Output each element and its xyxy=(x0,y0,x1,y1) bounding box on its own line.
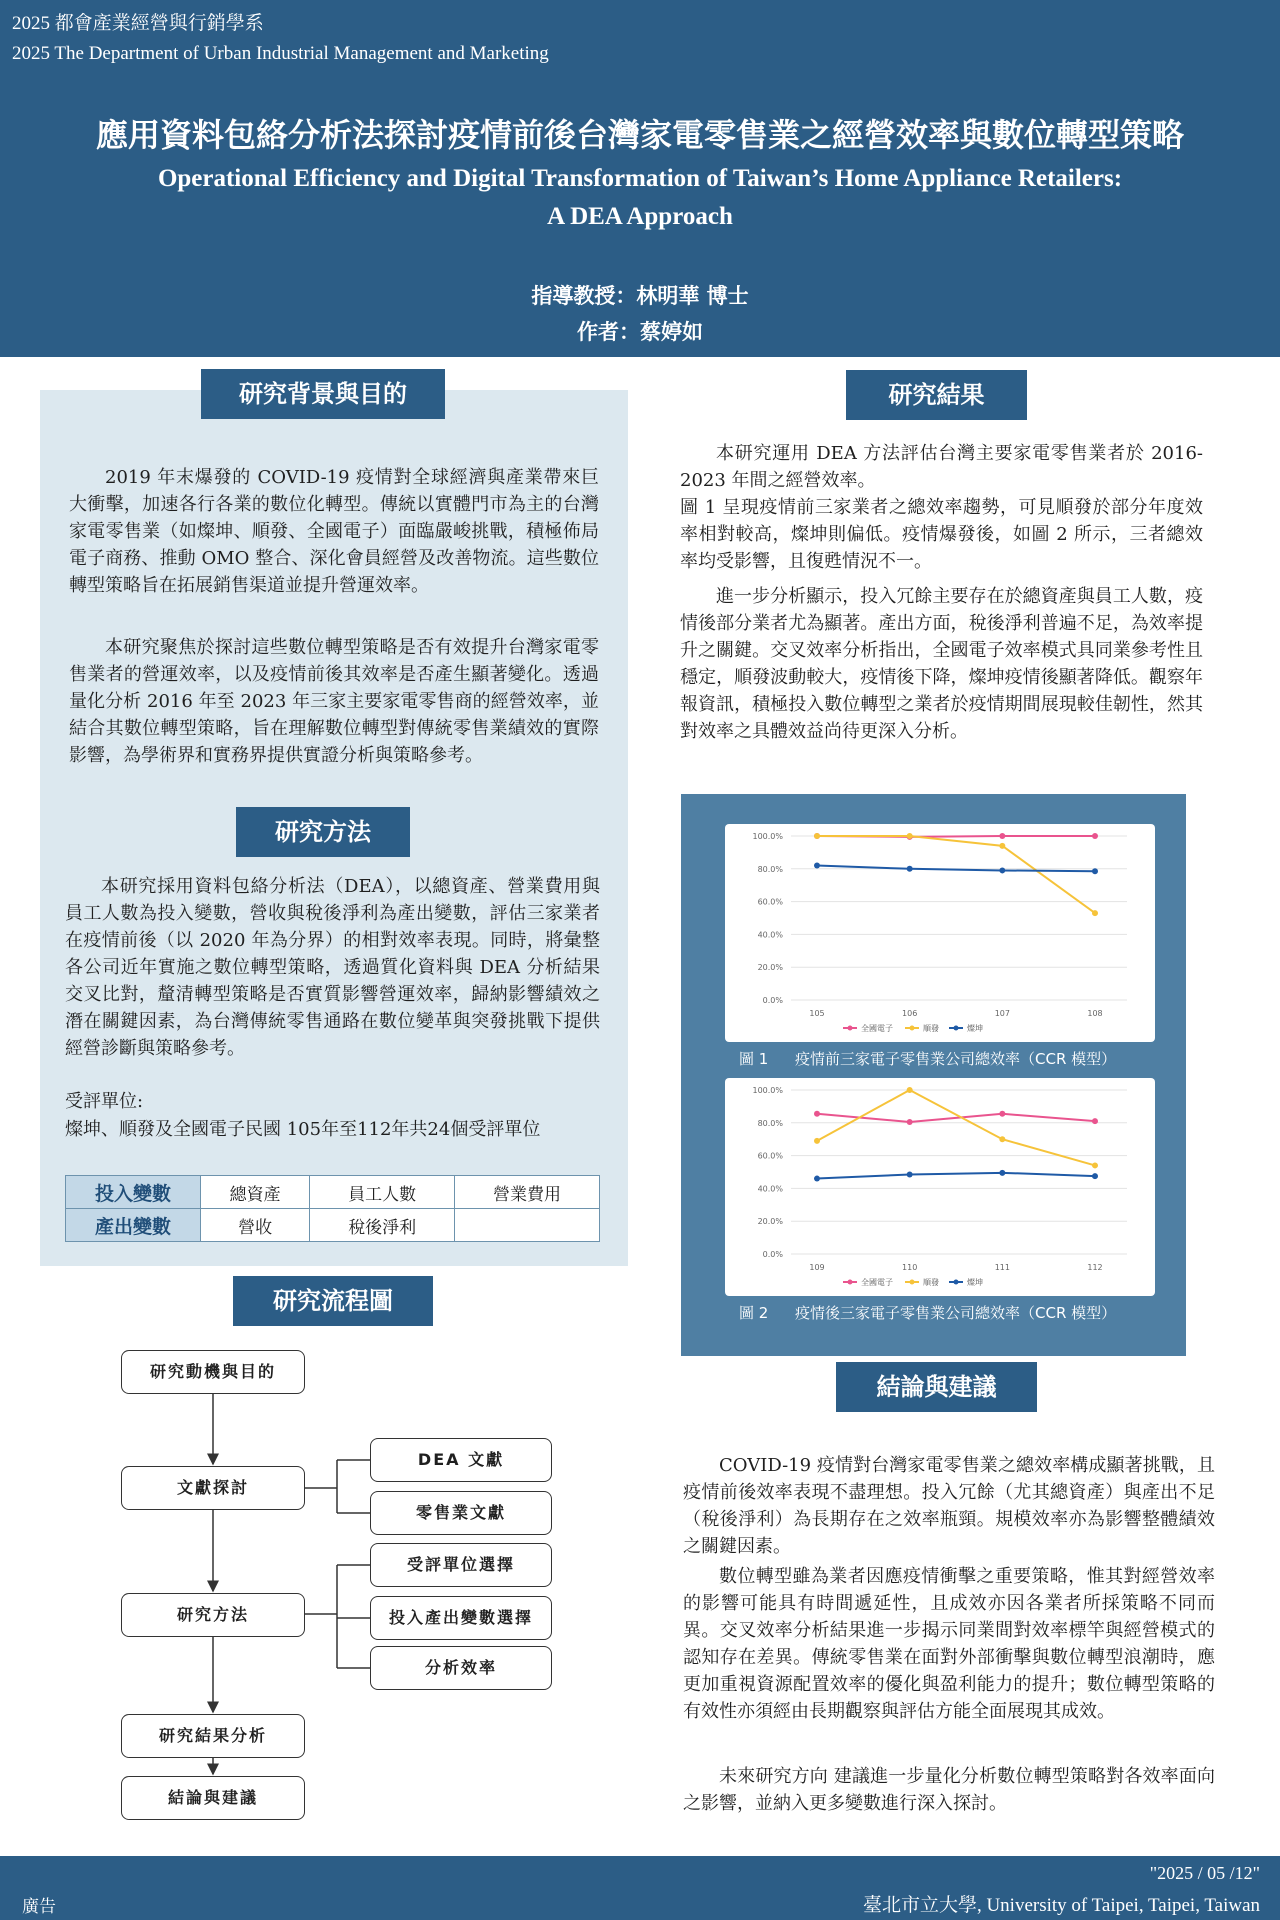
fig2-title: 疫情後三家電子零售業公司總效率（CCR 模型） xyxy=(795,1304,1117,1322)
poster-header xyxy=(0,0,1280,357)
y-tick-label: 100.0% xyxy=(752,1086,783,1095)
dept-zh: 2025 都會產業經營與行銷學系 xyxy=(12,13,264,34)
data-point xyxy=(999,1111,1005,1117)
y-tick-label: 40.0% xyxy=(757,1184,783,1194)
fig1-title: 疫情前三家電子零售業公司總效率（CCR 模型） xyxy=(795,1050,1117,1068)
footer-date: "2025 / 05 /12" xyxy=(1149,1863,1260,1883)
output-label: 產出變數 xyxy=(66,1209,201,1242)
author: 作者：蔡婷如 xyxy=(577,320,703,344)
y-tick-label: 60.0% xyxy=(757,1151,783,1161)
legend-label: 順發 xyxy=(923,1024,939,1033)
dept-en: 2025 The Department of Urban Industrial Management and Marketing xyxy=(12,43,549,64)
y-tick-label: 100.0% xyxy=(752,832,783,841)
background-paragraph-1: 2019 年末爆發的 COVID-19 疫情對全球經濟與產業帶來巨大衝擊，加速各行各業的數位化轉型。傳統以實體門市為主的台灣家電零售業（如燦坤、順發、全國電子）面臨嚴峻挑戰，積極佈局電子商務、推動 OMO 整合、深化會員經營及改善物流。這些數位轉型策略旨在拓展銷售渠道並提升營運效率。 xyxy=(69,467,599,596)
series-line xyxy=(817,1173,1095,1179)
legend-label: 全國電子 xyxy=(861,1278,893,1287)
input-label: 投入變數 xyxy=(66,1176,201,1209)
title-en-line1: Operational Efficiency and Digital Transformation of Taiwan’s Home Appliance Retailers: xyxy=(157,165,1123,192)
x-tick-label: 105 xyxy=(809,1009,825,1018)
advisor: 指導教授：林明華 博士 xyxy=(531,284,749,308)
chart-1 xyxy=(725,824,1155,1042)
legend-swatch-dot xyxy=(910,1026,915,1031)
title-en-line2: A DEA Approach xyxy=(547,203,733,230)
y-tick-label: 60.0% xyxy=(757,897,783,907)
data-point xyxy=(1092,1162,1098,1168)
chart-panel xyxy=(681,794,1186,1356)
data-point xyxy=(907,833,913,839)
units-text: 燦坤、順發及全國電子民國 105年至112年共24個受評單位 xyxy=(65,1119,541,1140)
y-tick-label: 0.0% xyxy=(762,1250,783,1259)
y-tick-label: 20.0% xyxy=(757,963,783,973)
background-heading: 研究背景與目的 xyxy=(201,369,445,419)
chart-1-box xyxy=(725,824,1155,1042)
table-cell xyxy=(455,1209,600,1242)
results-heading: 研究結果 xyxy=(846,370,1027,420)
x-tick-label: 108 xyxy=(1087,1009,1103,1018)
legend-swatch-dot xyxy=(954,1280,959,1285)
legend-label: 順發 xyxy=(923,1278,939,1287)
data-point xyxy=(907,1171,913,1177)
chart-2 xyxy=(725,1078,1155,1296)
x-tick-label: 109 xyxy=(809,1263,825,1272)
flow-step-conclusion: 結論與建議 xyxy=(121,1776,305,1820)
flow-step-method: 研究方法 xyxy=(121,1593,305,1637)
data-point xyxy=(999,1136,1005,1142)
table-row xyxy=(66,1176,600,1209)
y-tick-label: 20.0% xyxy=(757,1217,783,1227)
fig1-number: 圖 1 xyxy=(739,1050,769,1068)
legend-swatch-dot xyxy=(848,1280,853,1285)
table-cell: 員工人數 xyxy=(310,1176,455,1209)
legend-swatch-dot xyxy=(954,1026,959,1031)
data-point xyxy=(814,1176,820,1182)
data-point xyxy=(1092,910,1098,916)
flow-branch-variable-selection: 投入產出變數選擇 xyxy=(370,1596,552,1640)
data-point xyxy=(1092,868,1098,874)
y-tick-label: 40.0% xyxy=(757,930,783,940)
table-cell: 營業費用 xyxy=(455,1176,600,1209)
table-cell: 營收 xyxy=(201,1209,310,1242)
chart-2-box xyxy=(725,1078,1155,1296)
data-point xyxy=(999,833,1005,839)
data-point xyxy=(1092,1173,1098,1179)
flow-branch-efficiency-analysis: 分析效率 xyxy=(370,1646,552,1690)
units-label: 受評單位: xyxy=(65,1091,144,1112)
data-point xyxy=(999,843,1005,849)
flow-heading: 研究流程圖 xyxy=(233,1276,433,1326)
conclusion-paragraph-1: COVID-19 疫情對台灣家電零售業之總效率構成顯著挑戰，且疫情前後效率表現不盡理想。投入冗餘（尤其總資產）與產出不足（稅後淨利）為長期存在之效率瓶頸。規模效率亦為影響整體績效之關鍵因素。 xyxy=(683,1455,1215,1557)
results-paragraph-3: 進一步分析顯示，投入冗餘主要存在於總資產與員工人數，疫情後部分業者尤為顯著。產出方面，稅後淨利普遍不足，為效率提升之關鍵。交叉效率分析指出，全國電子效率模式具同業參考性且穩定，順發波動較大，疫情後下降，燦坤疫情後顯著降低。觀察年報資訊，積極投入數位轉型之業者於疫情期間展現較佳韌性，然其對效率之具體效益尚待更深入分析。 xyxy=(680,586,1203,742)
y-tick-label: 80.0% xyxy=(757,1118,783,1128)
legend-label: 燦坤 xyxy=(967,1024,983,1033)
flow-branch-retail-literature: 零售業文獻 xyxy=(370,1491,552,1535)
data-point xyxy=(1092,1118,1098,1124)
legend-swatch-dot xyxy=(848,1026,853,1031)
data-point xyxy=(907,1119,913,1125)
flow-connectors xyxy=(100,1350,570,1830)
legend-label: 全國電子 xyxy=(861,1024,893,1033)
x-tick-label: 106 xyxy=(902,1009,918,1018)
x-tick-label: 107 xyxy=(994,1009,1010,1018)
data-point xyxy=(814,863,820,869)
footer-university: 臺北市立大學, University of Taipei, Taipei, Taiwan xyxy=(862,1895,1260,1916)
flow-step-literature: 文獻探討 xyxy=(121,1466,305,1510)
conclusion-heading: 結論與建議 xyxy=(836,1362,1037,1412)
variables-table xyxy=(65,1175,600,1242)
x-tick-label: 110 xyxy=(902,1263,918,1272)
poster-footer xyxy=(0,1856,1280,1920)
data-point xyxy=(814,833,820,839)
results-paragraph-1: 本研究運用 DEA 方法評估台灣主要家電零售業者於 2016-2023 年間之經營效率。 xyxy=(680,443,1203,491)
data-point xyxy=(999,867,1005,873)
table-cell: 總資產 xyxy=(201,1176,310,1209)
data-point xyxy=(1092,833,1098,839)
fig2-number: 圖 2 xyxy=(739,1304,769,1322)
flow-step-results: 研究結果分析 xyxy=(121,1714,305,1758)
x-tick-label: 111 xyxy=(994,1263,1010,1272)
background-paragraph-2: 本研究聚焦於探討這些數位轉型策略是否有效提升台灣家電零售業者的營運效率，以及疫情前後其效率是否產生顯著變化。透過量化分析 2016 年至 2023 年三家主要家電零售商的經營效率，並結合其數位轉型策略，旨在理解數位轉型對傳統零售業績效的實際影響，為學術界和實務界提供實證分析與策略參考。 xyxy=(69,637,599,766)
series-line xyxy=(817,1090,1095,1165)
data-point xyxy=(814,1138,820,1144)
flow-chart xyxy=(100,1350,570,1830)
table-row xyxy=(66,1209,600,1242)
data-point xyxy=(907,1087,913,1093)
flow-step-motivation: 研究動機與目的 xyxy=(121,1350,305,1394)
y-tick-label: 0.0% xyxy=(762,996,783,1005)
conclusion-paragraph-2: 數位轉型雖為業者因應疫情衝擊之重要策略，惟其對經營效率的影響可能具有時間遞延性，且成效亦因各業者所採策略不同而異。交叉效率分析結果進一步揭示同業間對效率標竿與經營模式的認知存在差異。傳統零售業在面對外部衝擊與數位轉型浪潮時，應更加重視資源配置效率的優化與盈利能力的提升；數位轉型策略的有效性亦須經由長期觀察與評估方能全面展現其成效。 xyxy=(683,1566,1215,1722)
method-paragraph: 本研究採用資料包絡分析法（DEA），以總資產、營業費用與員工人數為投入變數，營收與稅後淨利為產出變數，評估三家業者在疫情前後（以 2020 年為分界）的相對效率表現。同時，將彙整各公司近年實施之數位轉型策略，透過質化資料與 DEA 分析結果交叉比對，釐清轉型策略是否實質影響營運效率，歸納影響績效之潛在關鍵因素，為台灣傳統零售通路在數位變革與突發挑戰下提供經營診斷與策略參考。 xyxy=(65,876,600,1059)
legend-label: 燦坤 xyxy=(967,1278,983,1287)
data-point xyxy=(814,1111,820,1117)
x-tick-label: 112 xyxy=(1087,1263,1103,1272)
flow-branch-dea-literature: DEA 文獻 xyxy=(370,1438,552,1482)
y-tick-label: 80.0% xyxy=(757,864,783,874)
title-zh: 應用資料包絡分析法探討疫情前後台灣家電零售業之經營效率與數位轉型策略 xyxy=(95,116,1184,154)
footer-ad: 廣告 xyxy=(22,1897,56,1917)
legend-swatch-dot xyxy=(910,1280,915,1285)
flow-branch-unit-selection: 受評單位選擇 xyxy=(370,1543,552,1587)
conclusion-paragraph-3: 未來研究方向 建議進一步量化分析數位轉型策略對各效率面向之影響，並納入更多變數進行深入探討。 xyxy=(683,1766,1215,1814)
data-point xyxy=(999,1170,1005,1176)
table-cell: 稅後淨利 xyxy=(310,1209,455,1242)
data-point xyxy=(907,866,913,872)
results-paragraph-2: 圖 1 呈現疫情前三家業者之總效率趨勢，可見順發於部分年度效率相對較高，燦坤則偏低。疫情爆發後，如圖 2 所示，三者總效率均受影響，且復甦情況不一。 xyxy=(680,497,1203,572)
method-heading: 研究方法 xyxy=(236,807,410,857)
